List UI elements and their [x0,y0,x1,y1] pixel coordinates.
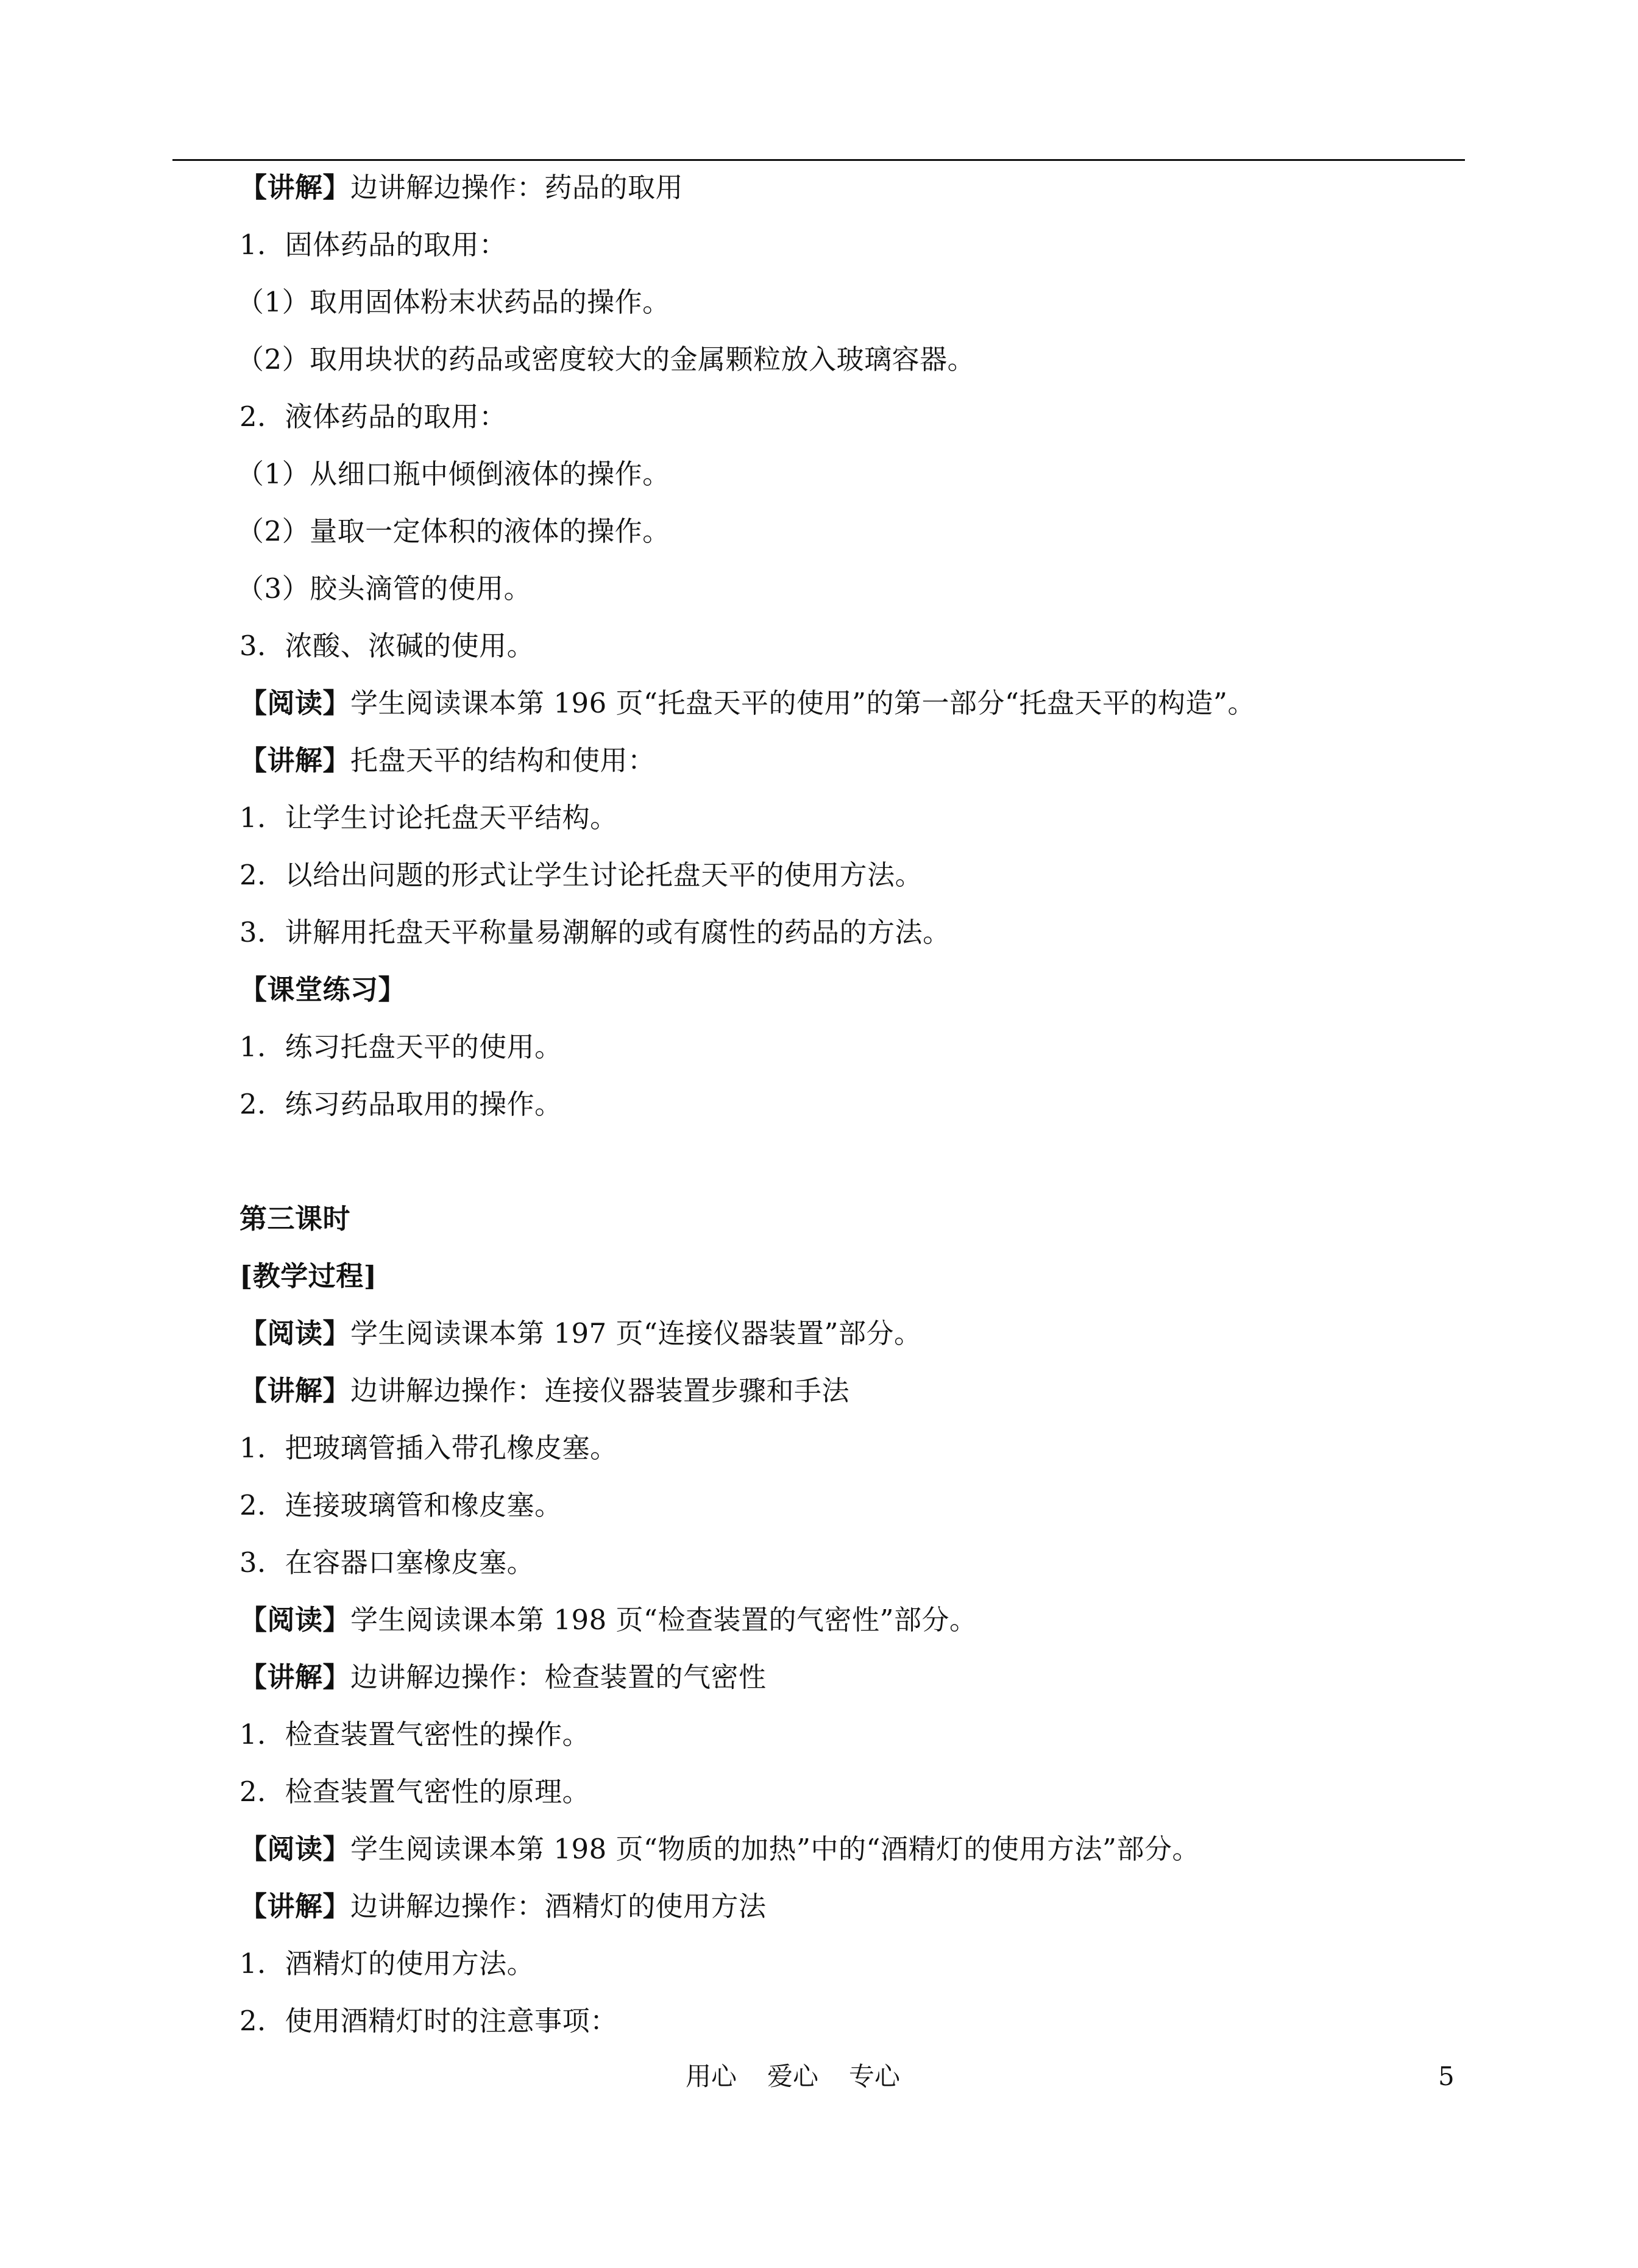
text-line: 【阅读】学生阅读课本第 197 页“连接仪器装置”部分。 [239,1317,922,1349]
text-line: 3．在容器口塞橡皮塞。 [239,1546,535,1579]
text-line: 【讲解】边讲解边操作：检查装置的气密性 [239,1661,767,1693]
footer-word: 专心 [849,2061,901,2091]
footer-word: 爱心 [767,2061,819,2091]
text-line: 1．练习托盘天平的使用。 [239,1031,562,1063]
text-line: 【讲解】边讲解边操作：药品的取用 [239,171,684,204]
text-line: 1．固体药品的取用： [239,229,507,261]
footer-motto [686,2058,905,2096]
text-line: 【阅读】学生阅读课本第 198 页“物质的加热”中的“酒精灯的使用方法”部分。 [239,1833,1200,1865]
text-line: 1．让学生讨论托盘天平结构。 [239,802,618,834]
text-line: （1）取用固体粉末状药品的操作。 [236,286,670,318]
section-subtitle: [教学过程] [239,1260,377,1292]
text-line: 【课堂练习】 [239,973,406,1006]
text-line: 2．练习药品取用的操作。 [239,1088,562,1120]
text-line: 2．液体药品的取用： [239,400,507,433]
text-line: 【讲解】托盘天平的结构和使用： [239,744,656,777]
text-line: 1．酒精灯的使用方法。 [239,1947,535,1980]
text-line: 【讲解】边讲解边操作：酒精灯的使用方法 [239,1890,767,1922]
text-line: 3．浓酸、浓碱的使用。 [239,630,535,662]
text-line: 【阅读】学生阅读课本第 198 页“检查装置的气密性”部分。 [239,1604,977,1636]
header-rule [172,159,1465,161]
text-line: 3．讲解用托盘天平称量易潮解的或有腐性的药品的方法。 [239,916,951,948]
text-line: （1）从细口瓶中倾倒液体的操作。 [236,458,670,490]
text-line: （3）胶头滴管的使用。 [236,572,532,605]
text-line: （2）取用块状的药品或密度较大的金属颗粒放入玻璃容器。 [236,343,976,375]
text-line: 2．以给出问题的形式让学生讨论托盘天平的使用方法。 [239,859,923,891]
footer-word: 用心 [686,2061,737,2091]
text-line: 2．检查装置气密性的原理。 [239,1776,590,1808]
page-number: 5 [1438,2061,1455,2091]
text-line: 1．把玻璃管插入带孔橡皮塞。 [239,1432,618,1464]
text-line: 2．使用酒精灯时的注意事项： [239,2005,618,2037]
text-line: （2）量取一定体积的液体的操作。 [236,515,670,547]
text-line: 【阅读】学生阅读课本第 196 页“托盘天平的使用”的第一部分“托盘天平的构造”。 [239,687,1256,719]
text-line: 1．检查装置气密性的操作。 [239,1718,590,1751]
text-line: 2．连接玻璃管和橡皮塞。 [239,1489,562,1521]
text-line: 【讲解】边讲解边操作：连接仪器装置步骤和手法 [239,1374,850,1407]
section-title: 第三课时 [239,1203,351,1235]
